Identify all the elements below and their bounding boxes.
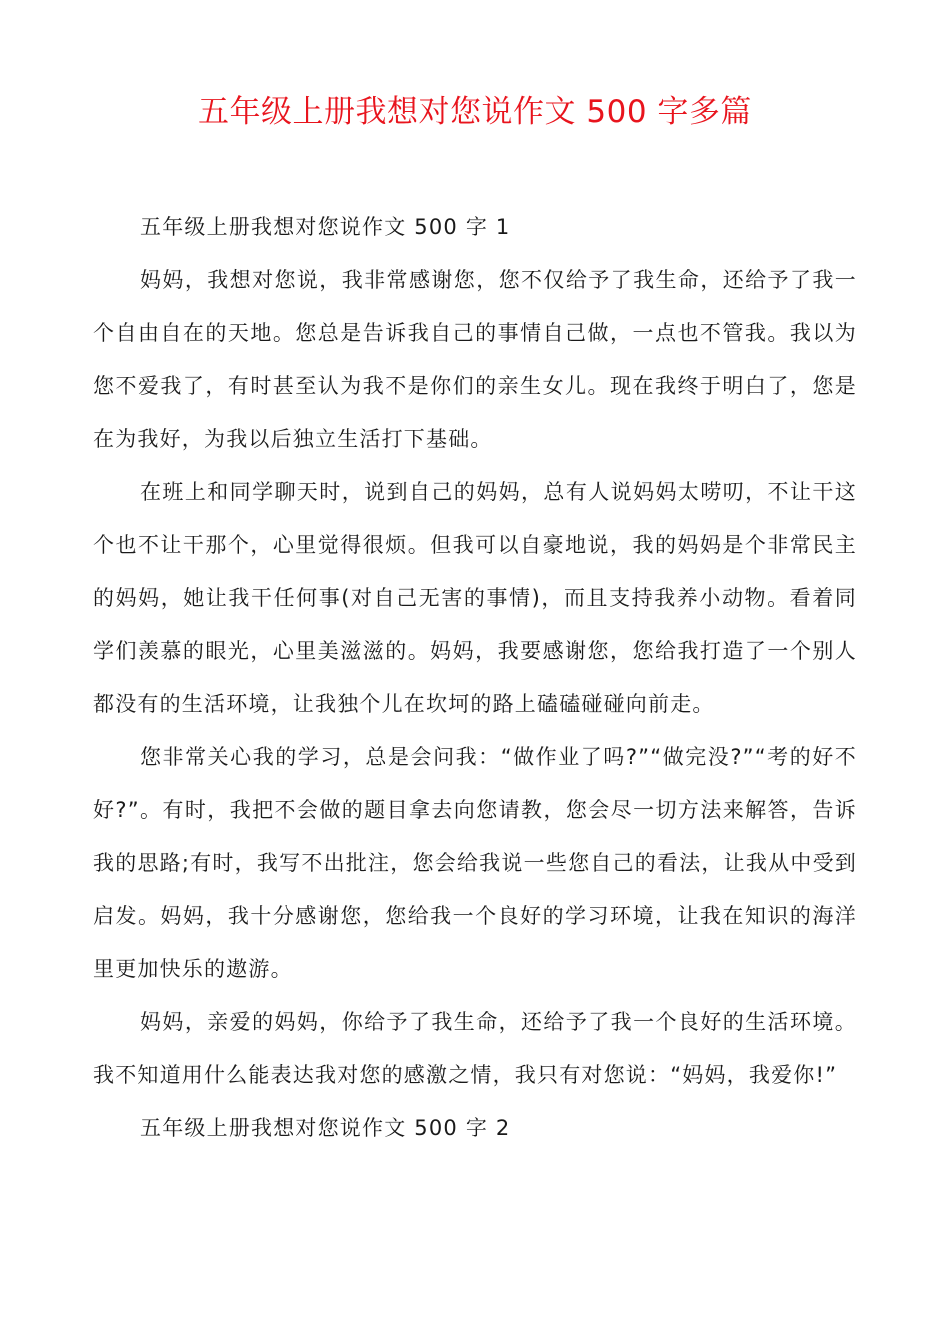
document-body bbox=[93, 201, 857, 1155]
paragraph-4: 妈妈，亲爱的妈妈，你给予了我生命，还给予了我一个良好的生活环境。我不知道用什么能表达我对您的感激之情，我只有对您说：“妈妈，我爱你!” bbox=[93, 1010, 857, 1087]
paragraph-2: 在班上和同学聊天时，说到自己的妈妈，总有人说妈妈太唠叨，不让干这个也不让干那个，心里觉得很烦。但我可以自豪地说，我的妈妈是个非常民主的妈妈，她让我干任何事(对自己无害的事情)，而且支持我养小动物。看着同学们羡慕的眼光，心里美滋滋的。妈妈，我要感谢您，您给我打造了一个别人都没有的生活环境，让我独个儿在坎坷的路上磕磕碰碰向前走。 bbox=[93, 480, 857, 716]
paragraph-1: 妈妈，我想对您说，我非常感谢您，您不仅给予了我生命，还给予了我一个自由自在的天地。您总是告诉我自己的事情自己做，一点也不管我。我以为您不爱我了，有时甚至认为我不是你们的亲生女儿。现在我终于明白了，您是在为我好，为我以后独立生活打下基础。 bbox=[93, 268, 857, 451]
document-title: 五年级上册我想对您说作文 500 字多篇 bbox=[198, 94, 752, 130]
paragraph-3: 您非常关心我的学习，总是会问我：“做作业了吗?”“做完没?”“考的好不好?”。有时，我把不会做的题目拿去向您请教，您会尽一切方法来解答，告诉我的思路;有时，我写不出批注，您会给我说一些您自己的看法，让我从中受到启发。妈妈，我十分感谢您，您给我一个良好的学习环境，让我在知识的海洋里更加快乐的遨游。 bbox=[93, 745, 857, 981]
section-heading-2: 五年级上册我想对您说作文 500 字 2 bbox=[140, 1116, 511, 1140]
section-heading-1: 五年级上册我想对您说作文 500 字 1 bbox=[140, 215, 511, 239]
